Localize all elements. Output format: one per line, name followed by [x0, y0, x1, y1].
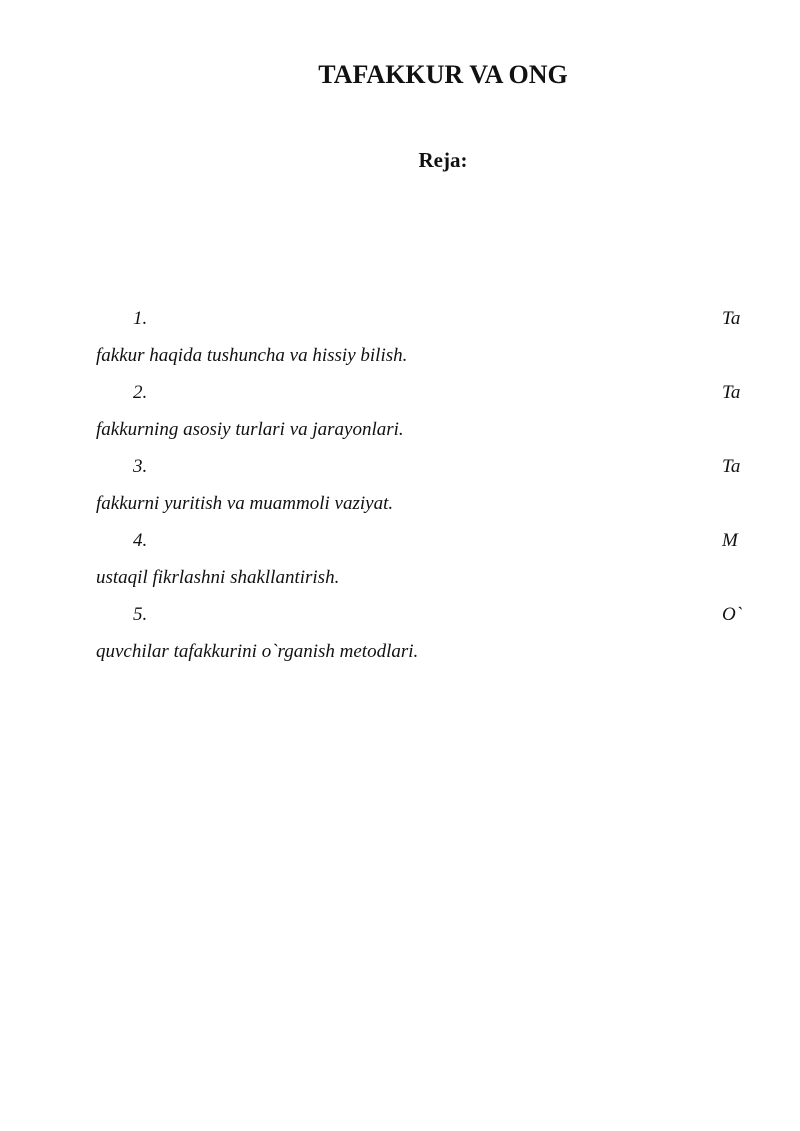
plan-list	[96, 300, 748, 670]
list-item-number: 2.	[133, 382, 148, 403]
list-item	[96, 522, 748, 596]
list-item	[96, 300, 748, 374]
list-item-number: 1.	[133, 308, 148, 329]
list-item-first-line	[96, 300, 748, 337]
list-item-text-start: O`	[722, 604, 743, 625]
list-item-text-start: Ta	[722, 308, 741, 329]
list-item-text-start: Ta	[722, 456, 741, 477]
list-item-text-continuation: quvchilar tafakkurini o`rganish metodlari.	[96, 641, 419, 662]
list-item-number: 4.	[133, 530, 148, 551]
list-item-first-line	[96, 522, 748, 559]
list-item-text-start: M	[722, 530, 738, 551]
list-item-text-continuation: fakkur haqida tushuncha va hissiy bilish.	[96, 345, 408, 366]
list-item-text-start: Ta	[722, 382, 741, 403]
list-item-text-continuation: fakkurning asosiy turlari va jarayonlari.	[96, 419, 404, 440]
list-item	[96, 448, 748, 522]
list-item-text-continuation: ustaqil fikrlashni shakllantirish.	[96, 567, 340, 588]
list-item-number: 5.	[133, 604, 148, 625]
list-item	[96, 596, 748, 670]
list-item	[96, 374, 748, 448]
list-item-text-continuation: fakkurni yuritish va muammoli vaziyat.	[96, 493, 394, 514]
list-item-first-line	[96, 596, 748, 633]
plan-heading: Reja:	[418, 148, 468, 172]
page-title: TAFAKKUR VA ONG	[318, 60, 568, 89]
list-item-first-line	[96, 374, 748, 411]
list-item-number: 3.	[133, 456, 148, 477]
list-item-first-line	[96, 448, 748, 485]
